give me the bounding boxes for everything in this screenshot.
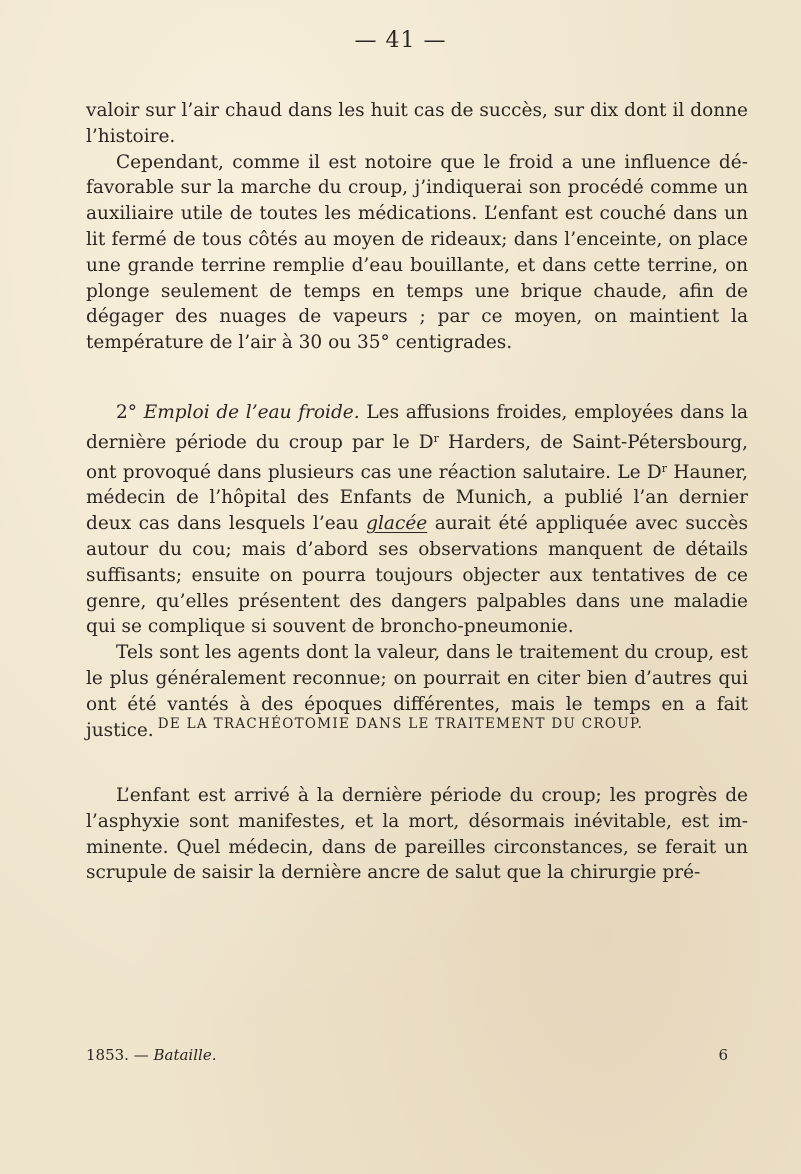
page-number: — 41 —	[354, 28, 447, 53]
underlined-word: glacée	[366, 513, 428, 535]
page-footer	[86, 1046, 748, 1064]
text-block-top	[86, 98, 748, 356]
superscript: r	[433, 431, 439, 445]
paragraph-emploi-eau-froide: 2° Emploi de l’eau froide. Les affusions froides, employées dans la dernière période du croup par le $D^r$ Harders, de Saint-Pétersbourg, ont provoqué dans plusieurs cas une réaction salutaire. Le $D^r$ Hauner, médecin de l’hôpital des Enfants de Munich, a publié l’an dernier deux cas dans lesquels l’eau glacée aurait été appliquée avec succès autour du cou; mais d’abord ses observations manquent de détails suffisants; ensuite on pourra toujours objecter aux tentatives de ce genre, qu’elles présentent des dangers palpables dans une maladie qui se complique si souvent de broncho-pneumonie.	[86, 402, 749, 638]
text-block-bottom	[86, 783, 748, 886]
section-heading: DE LA TRACHÉOTOMIE DANS LE TRAITEMENT DU CROUP.	[157, 716, 644, 732]
paragraph-continuation: valoir sur l’air chaud dans les huit cas de succès, sur dix dont il donne l’histoire.	[86, 100, 748, 147]
item-title: Emploi de l’eau froide.	[143, 402, 360, 423]
paragraph-enfant: L’enfant est arrivé à la dernière période du croup; les progrès de l’asphyxie sont manifestes, et la mort, désormais inévitable, est imminente. Quel médecin, dans de pareilles circonstances, se ferait un scrupule de saisir la dernière ancre de salut que la chirurgie pré-	[86, 785, 748, 884]
paragraph-tels-sont: Tels sont les agents dont la valeur, dans le traitement du croup, est le plus généralement reconnue; on pourrait en citer bien d’autres qui ont été vantés à des époques différentes, mais le temps en a fait justice.	[86, 642, 748, 741]
text-block-middle	[86, 400, 748, 743]
paragraph-cependant: Cependant, comme il est notoire que le froid a une influence défavorable sur la marche du croup, j’indiquerai son procédé comme un auxiliaire utile de toutes les médications. L’enfant est couché dans un lit fermé de tous côtés au moyen de rideaux; dans l’enceinte, on place une grande terrine remplie d’eau bouillante, et dans cette terrine, on plonge seulement de temps en temps une brique chaude, afin de dégager des nuages de vapeurs ; par ce moyen, on maintient la température de l’air à 30 ou 35° centigrades.	[86, 151, 748, 354]
footer-year: 1853. —	[86, 1046, 149, 1064]
footer-author: Bataille.	[153, 1046, 217, 1064]
item-number: 2°	[116, 402, 138, 423]
superscript: r	[661, 461, 668, 475]
signature-mark: 6	[718, 1046, 728, 1064]
